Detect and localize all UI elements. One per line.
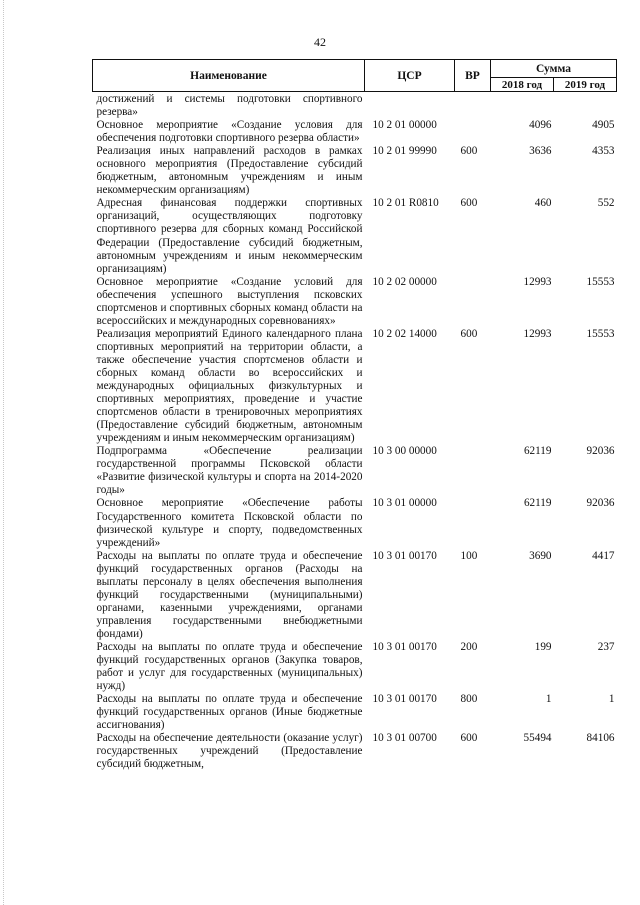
row-name-cell: Реализация иных направлений расходов в рамках основного мероприятия (Предоставление субсидий бюджетным, автономным учреждениям и иным некоммерческим организациям) (96, 145, 363, 197)
row-sum-2019-cell: 84106 (586, 732, 615, 745)
row-name-cell: Расходы на выплаты по оплате труда и обеспечение функций государственных органов (Расходы на выплаты персоналу в целях обеспечения выполнения функций государственными (муниципальными) органами, казенными учреждениями, органами управления государственными внебюджетными фондами) (96, 549, 363, 640)
row-csr-cell: 10 3 00 00000 (372, 445, 437, 458)
row-csr-cell: 10 2 01 R0810 (372, 197, 439, 210)
row-sum-2018-cell: 62119 (523, 445, 552, 458)
row-sum-2018-cell: 12993 (523, 327, 552, 340)
row-csr-cell: 10 2 01 00000 (372, 119, 437, 132)
table-row (93, 92, 617, 120)
row-csr-cell: 10 3 01 00170 (372, 549, 437, 562)
row-vr-cell: 600 (460, 145, 478, 158)
row-sum-2018-cell (491, 92, 554, 120)
row-name-cell: Подпрограмма «Обеспечение реализации государственной программы Псковской области «Развитие физической культуры и спорта на 2014-2020 годы» (96, 445, 363, 497)
row-name-cell: Основное мероприятие «Создание условия для обеспечения подготовки спортивного резерва области» (96, 119, 363, 145)
row-name-cell: Основное мероприятие «Создание условий для обеспечения успешного выступления псковских спортсменов и спортивных сборных команд области на всероссийских и международных соревнованиях» (96, 275, 363, 327)
row-vr-cell: 200 (460, 640, 478, 653)
table-body (93, 92, 617, 772)
table-row (93, 197, 617, 275)
row-name-cell: достижений и системы подготовки спортивного резерва» (96, 93, 363, 119)
row-sum-2018-cell: 1 (545, 693, 552, 706)
row-sum-2019-cell: 15553 (586, 327, 615, 340)
row-csr-cell (365, 92, 455, 120)
row-csr-cell: 10 3 01 00170 (372, 640, 437, 653)
row-vr-cell (455, 497, 491, 549)
row-vr-cell: 600 (460, 197, 478, 210)
row-sum-2019-cell: 1 (608, 693, 615, 706)
row-csr-cell: 10 2 01 99990 (372, 145, 437, 158)
row-sum-2019-cell: 552 (597, 197, 615, 210)
row-name-cell: Основное мероприятие «Обеспечение работы Государственного комитета Псковской области по физической культуре и спорту, подведомственных учреждений» (96, 497, 363, 549)
row-sum-2018-cell: 3690 (529, 549, 552, 562)
row-name-cell: Адресная финансовая поддержки спортивных организаций, осуществляющих подготовку спортивного резерва для сборных команд Российской Федерации (Предоставление субсидий бюджетным, автономным учреждениям и иным некоммерческим организациям) (96, 197, 363, 275)
row-name-cell: Расходы на обеспечение деятельности (оказание услуг) государственных учреждений (Предоставление субсидий бюджетным, (96, 732, 363, 771)
row-vr-cell: 600 (460, 327, 478, 340)
row-csr-cell: 10 3 01 00170 (372, 693, 437, 706)
table-row (93, 497, 617, 549)
header-year-2018: 2018 год (491, 78, 554, 92)
table-row (93, 445, 617, 497)
row-csr-cell: 10 3 01 00000 (372, 497, 437, 510)
table-row (93, 328, 617, 445)
row-csr-cell: 10 3 01 00700 (372, 732, 437, 745)
table-row (93, 276, 617, 328)
table-row (93, 693, 617, 732)
table-row (93, 550, 617, 641)
header-name: Наименование (93, 60, 365, 92)
table-row (93, 119, 617, 145)
row-sum-2018-cell: 3636 (529, 145, 552, 158)
row-vr-cell (455, 276, 491, 328)
header-year-2019: 2019 год (554, 78, 617, 92)
row-vr-cell: 800 (460, 693, 478, 706)
row-sum-2019-cell: 92036 (586, 445, 615, 458)
row-sum-2019-cell: 4417 (592, 549, 615, 562)
row-name-cell: Расходы на выплаты по оплате труда и обеспечение функций государственных органов (Закупка товаров, работ и услуг для государственных (муниципальных) нужд) (96, 640, 363, 693)
table-header (93, 60, 617, 92)
table-row (93, 145, 617, 197)
table-row (93, 732, 617, 771)
header-sum: Сумма (491, 60, 617, 78)
row-sum-2018-cell: 4096 (529, 119, 552, 132)
row-csr-cell: 10 2 02 14000 (372, 327, 437, 340)
row-sum-2018-cell: 460 (534, 197, 552, 210)
row-csr-cell: 10 2 02 00000 (372, 275, 437, 288)
row-name-cell: Реализация мероприятий Единого календарного плана спортивных мероприятий на территории области, а также обеспечение участия спортсменов области и сборных команд области во всероссийских и международных официальных физкультурных и спортивных мероприятиях, проведение и участие спортсменов области в тренировочных мероприятиях (Предоставление субсидий бюджетным, автономным учреждениям и иным некоммерческим организациям) (96, 327, 363, 445)
row-vr-cell (455, 445, 491, 497)
row-name-cell: Расходы на выплаты по оплате труда и обеспечение функций государственных органов (Иные бюджетные ассигнования) (96, 693, 363, 732)
page-number: 42 (314, 35, 326, 49)
row-sum-2019-cell: 4905 (592, 119, 615, 132)
scan-edge (3, 0, 5, 905)
row-sum-2019-cell: 15553 (586, 275, 615, 288)
row-vr-cell: 600 (460, 732, 478, 745)
row-sum-2018-cell: 12993 (523, 275, 552, 288)
row-sum-2019-cell: 92036 (586, 497, 615, 510)
row-sum-2019-cell: 4353 (592, 145, 615, 158)
header-csr: ЦСР (365, 60, 455, 92)
row-sum-2018-cell: 199 (534, 640, 552, 653)
budget-table (92, 59, 617, 771)
row-sum-2018-cell: 62119 (523, 497, 552, 510)
row-vr-cell: 100 (460, 549, 478, 562)
row-sum-2019-cell: 237 (597, 640, 615, 653)
table-row (93, 641, 617, 693)
header-vr: ВР (455, 60, 491, 92)
row-sum-2019-cell (554, 92, 617, 120)
row-vr-cell (455, 119, 491, 145)
budget-table-container (92, 59, 616, 771)
row-vr-cell (455, 92, 491, 120)
row-sum-2018-cell: 55494 (523, 732, 552, 745)
